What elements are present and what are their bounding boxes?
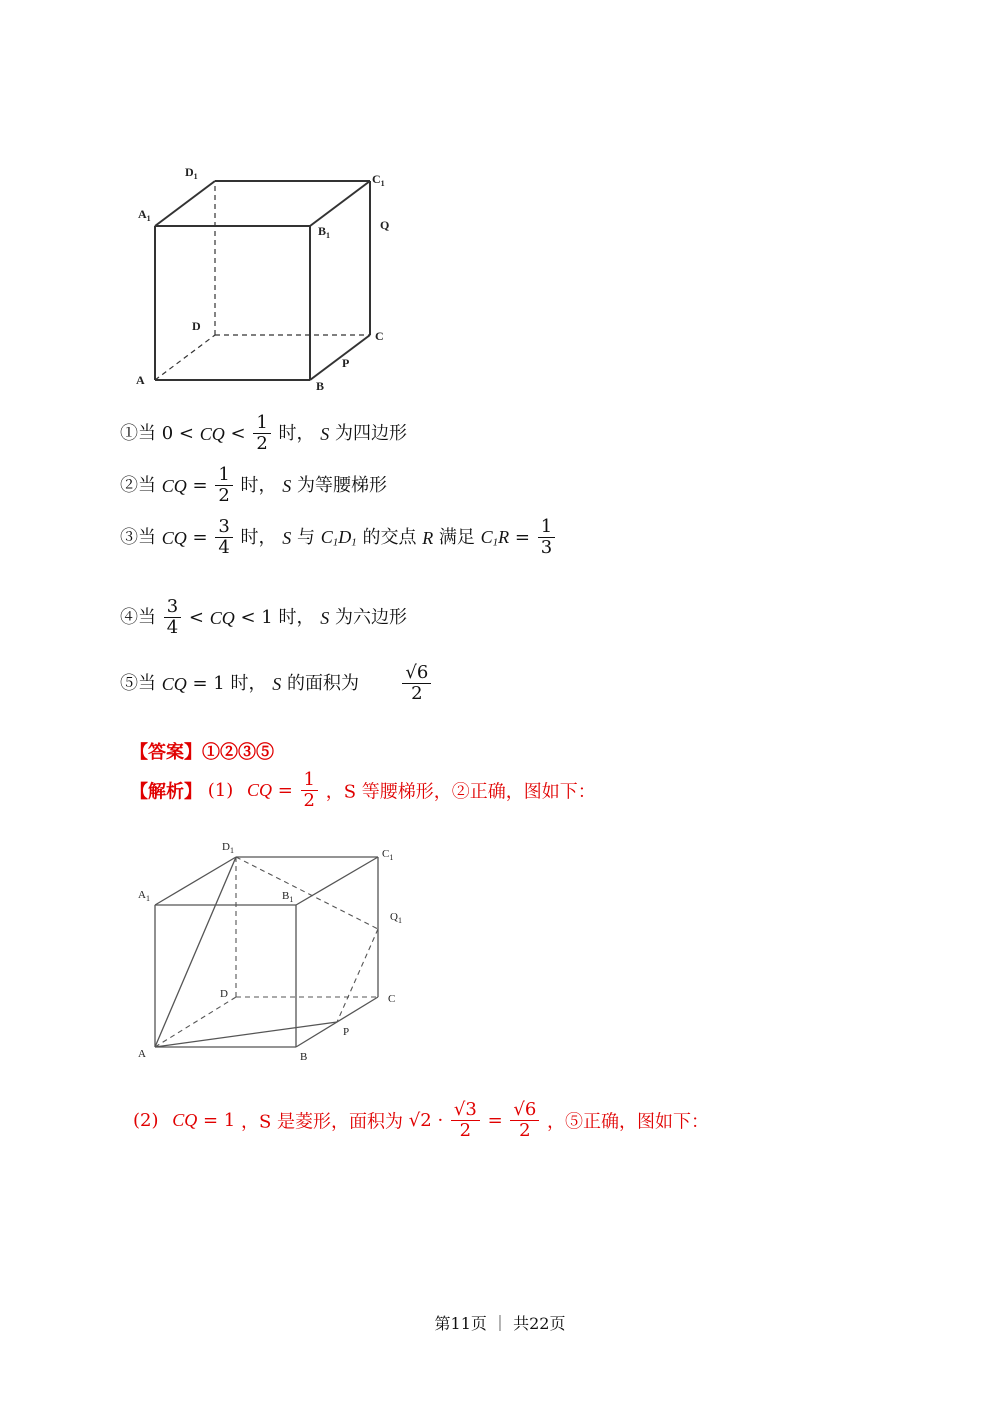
hidden-edge-A-D [155, 335, 215, 380]
condition-2: ②当 CQ = $\frac{1}{2}$ 时， S 为等腰梯形 [120, 464, 387, 506]
label-A: A [136, 373, 145, 387]
section-A-P [155, 1022, 337, 1047]
answer-line: 【答案】①②③⑤ [130, 742, 274, 763]
label-D1: $D_1$ [185, 165, 198, 181]
analysis-part-1: 【解析】 (1) CQ = $\frac{1}{2}$ ，S 等腰梯形，②正确，图如下： [130, 769, 596, 811]
label-Q: Q [380, 218, 390, 232]
page-footer: 第11页 ｜ 共22页 [434, 1314, 566, 1333]
condition-1: ①当 0 < CQ < $\frac{1}{2}$ 时， S 为四边形 [120, 412, 407, 454]
condition-4: ④当 $\frac{3}{4}$ < CQ < 1 时， S 为六边形 [120, 596, 407, 638]
fraction: $\frac{√6}{2}$ [402, 663, 431, 704]
label-C: C [375, 329, 384, 343]
section-A-D1 [155, 857, 236, 1047]
label-A: A [138, 1048, 146, 1060]
condition-5: ⑤当 CQ = 1 时， S 的面积为 $\frac{√6}{2}$ [120, 663, 433, 704]
analysis-part-2: (2) CQ = 1 ，S 是菱形，面积为 √2 · $\frac{√3}{2}$ = $\frac{√6}{2}$ ，⑤正确，图如下： [133, 1099, 710, 1141]
label-D: D [192, 319, 201, 333]
label-Q1: $Q_1$ [390, 911, 402, 925]
fraction: $\frac{1}{2}$ [301, 770, 318, 811]
condition-3: ③当 CQ = $\frac{3}{4}$ 时， S 与 $C_1D_1$ 的交点 R 满足 $C_1R$ = $\frac{1}{3}$ [120, 517, 557, 558]
edge-B-C [310, 335, 370, 380]
fraction: $\frac{√6}{2}$ [510, 1100, 539, 1141]
fraction: $\frac{1}{3}$ [538, 517, 555, 558]
label-C1: $C_1$ [372, 172, 385, 188]
edge-B1-C1 [310, 181, 370, 226]
hidden-edge-A-D [155, 997, 236, 1047]
edge-A1-D1 [155, 857, 236, 905]
label-P: P [343, 1026, 350, 1038]
fraction: $\frac{3}{4}$ [164, 597, 181, 638]
section-Q1-P [337, 929, 378, 1022]
label-D: D [220, 988, 228, 1000]
label-A1: $A_1$ [138, 207, 151, 223]
section-D1-Q1 [236, 857, 378, 929]
edge-A1-D1 [155, 181, 215, 226]
label-C1: $C_1$ [382, 848, 394, 862]
edge-B1-C1 [296, 857, 378, 905]
label-C: C [388, 993, 396, 1005]
fraction: $\frac{1}{2}$ [253, 413, 270, 454]
label-B: B [300, 1051, 308, 1063]
label-D1: $D_1$ [222, 841, 234, 855]
cube-figure-1 [130, 160, 410, 400]
cube-figure-2 [130, 835, 420, 1065]
label-B1: $B_1$ [282, 890, 294, 904]
label-B1: $B_1$ [318, 224, 331, 240]
label-B: B [316, 379, 325, 393]
fraction: $\frac{√3}{2}$ [451, 1100, 480, 1141]
label-A1: $A_1$ [138, 889, 150, 903]
fraction: $\frac{1}{2}$ [215, 465, 232, 506]
fraction: $\frac{3}{4}$ [215, 517, 232, 558]
label-P: P [342, 356, 350, 370]
